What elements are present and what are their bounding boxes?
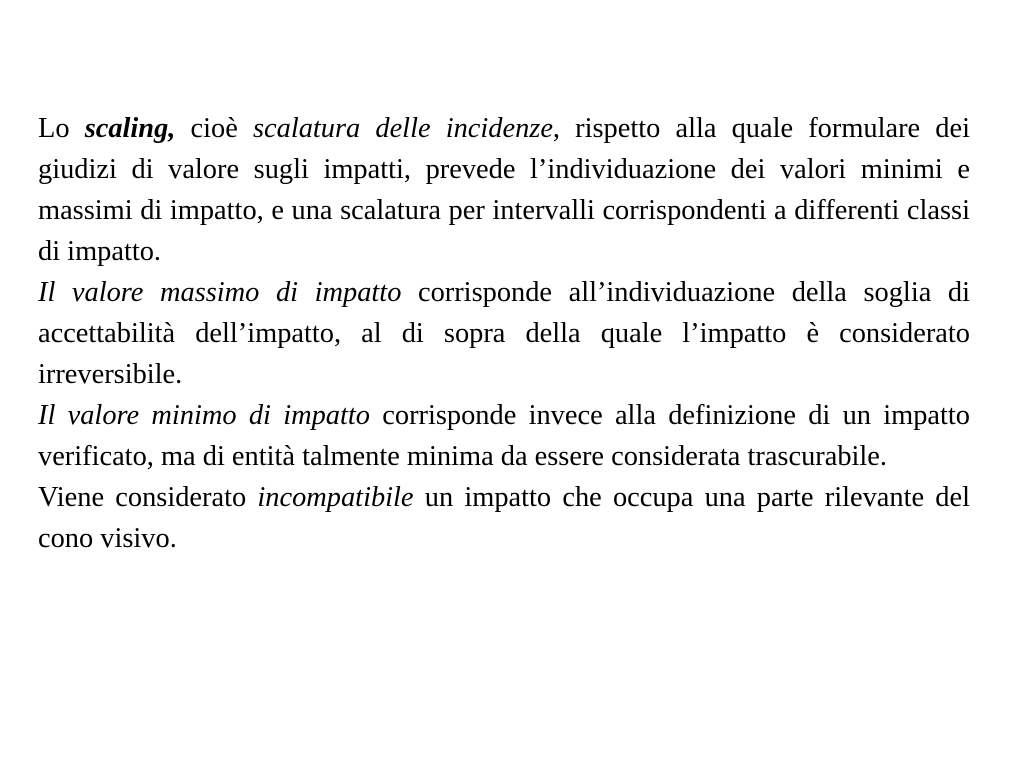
text-segment: Viene considerato [38, 482, 258, 513]
term-scaling: scaling, [84, 113, 176, 144]
term-scalatura: scalatura delle incidenze [252, 113, 553, 144]
text-segment: corrisponde invece alla definizione di un impatto verificato, ma di entità talmente minima da essere considerata trascurabile. [38, 400, 970, 472]
text-segment: corrisponde all’individuazione della soglia di accettabilità dell’impatto, al di sopra della quale l’impatto è considerato irreversibile. [38, 277, 970, 390]
paragraph-incompatibile [38, 477, 970, 559]
body-text [38, 108, 970, 559]
term-incompatibile: incompatibile [257, 482, 414, 513]
text-segment: cioè [175, 113, 253, 144]
term-valore-massimo: Il valore massimo di impatto [38, 277, 402, 308]
text-segment: Lo [38, 113, 85, 144]
paragraph-valore-massimo [38, 272, 970, 395]
text-segment: un impatto che occupa una parte rilevante del cono visivo. [38, 482, 970, 554]
paragraph-valore-minimo [38, 395, 970, 477]
term-valore-minimo: Il valore minimo di impatto [38, 400, 370, 431]
text-segment: , rispetto alla quale formulare dei giudizi di valore sugli impatti, prevede l’individuazione dei valori minimi e massimi di impatto, e una scalatura per intervalli corrispondenti a differenti classi di impatto. [38, 113, 970, 267]
paragraph-scaling [38, 108, 970, 272]
